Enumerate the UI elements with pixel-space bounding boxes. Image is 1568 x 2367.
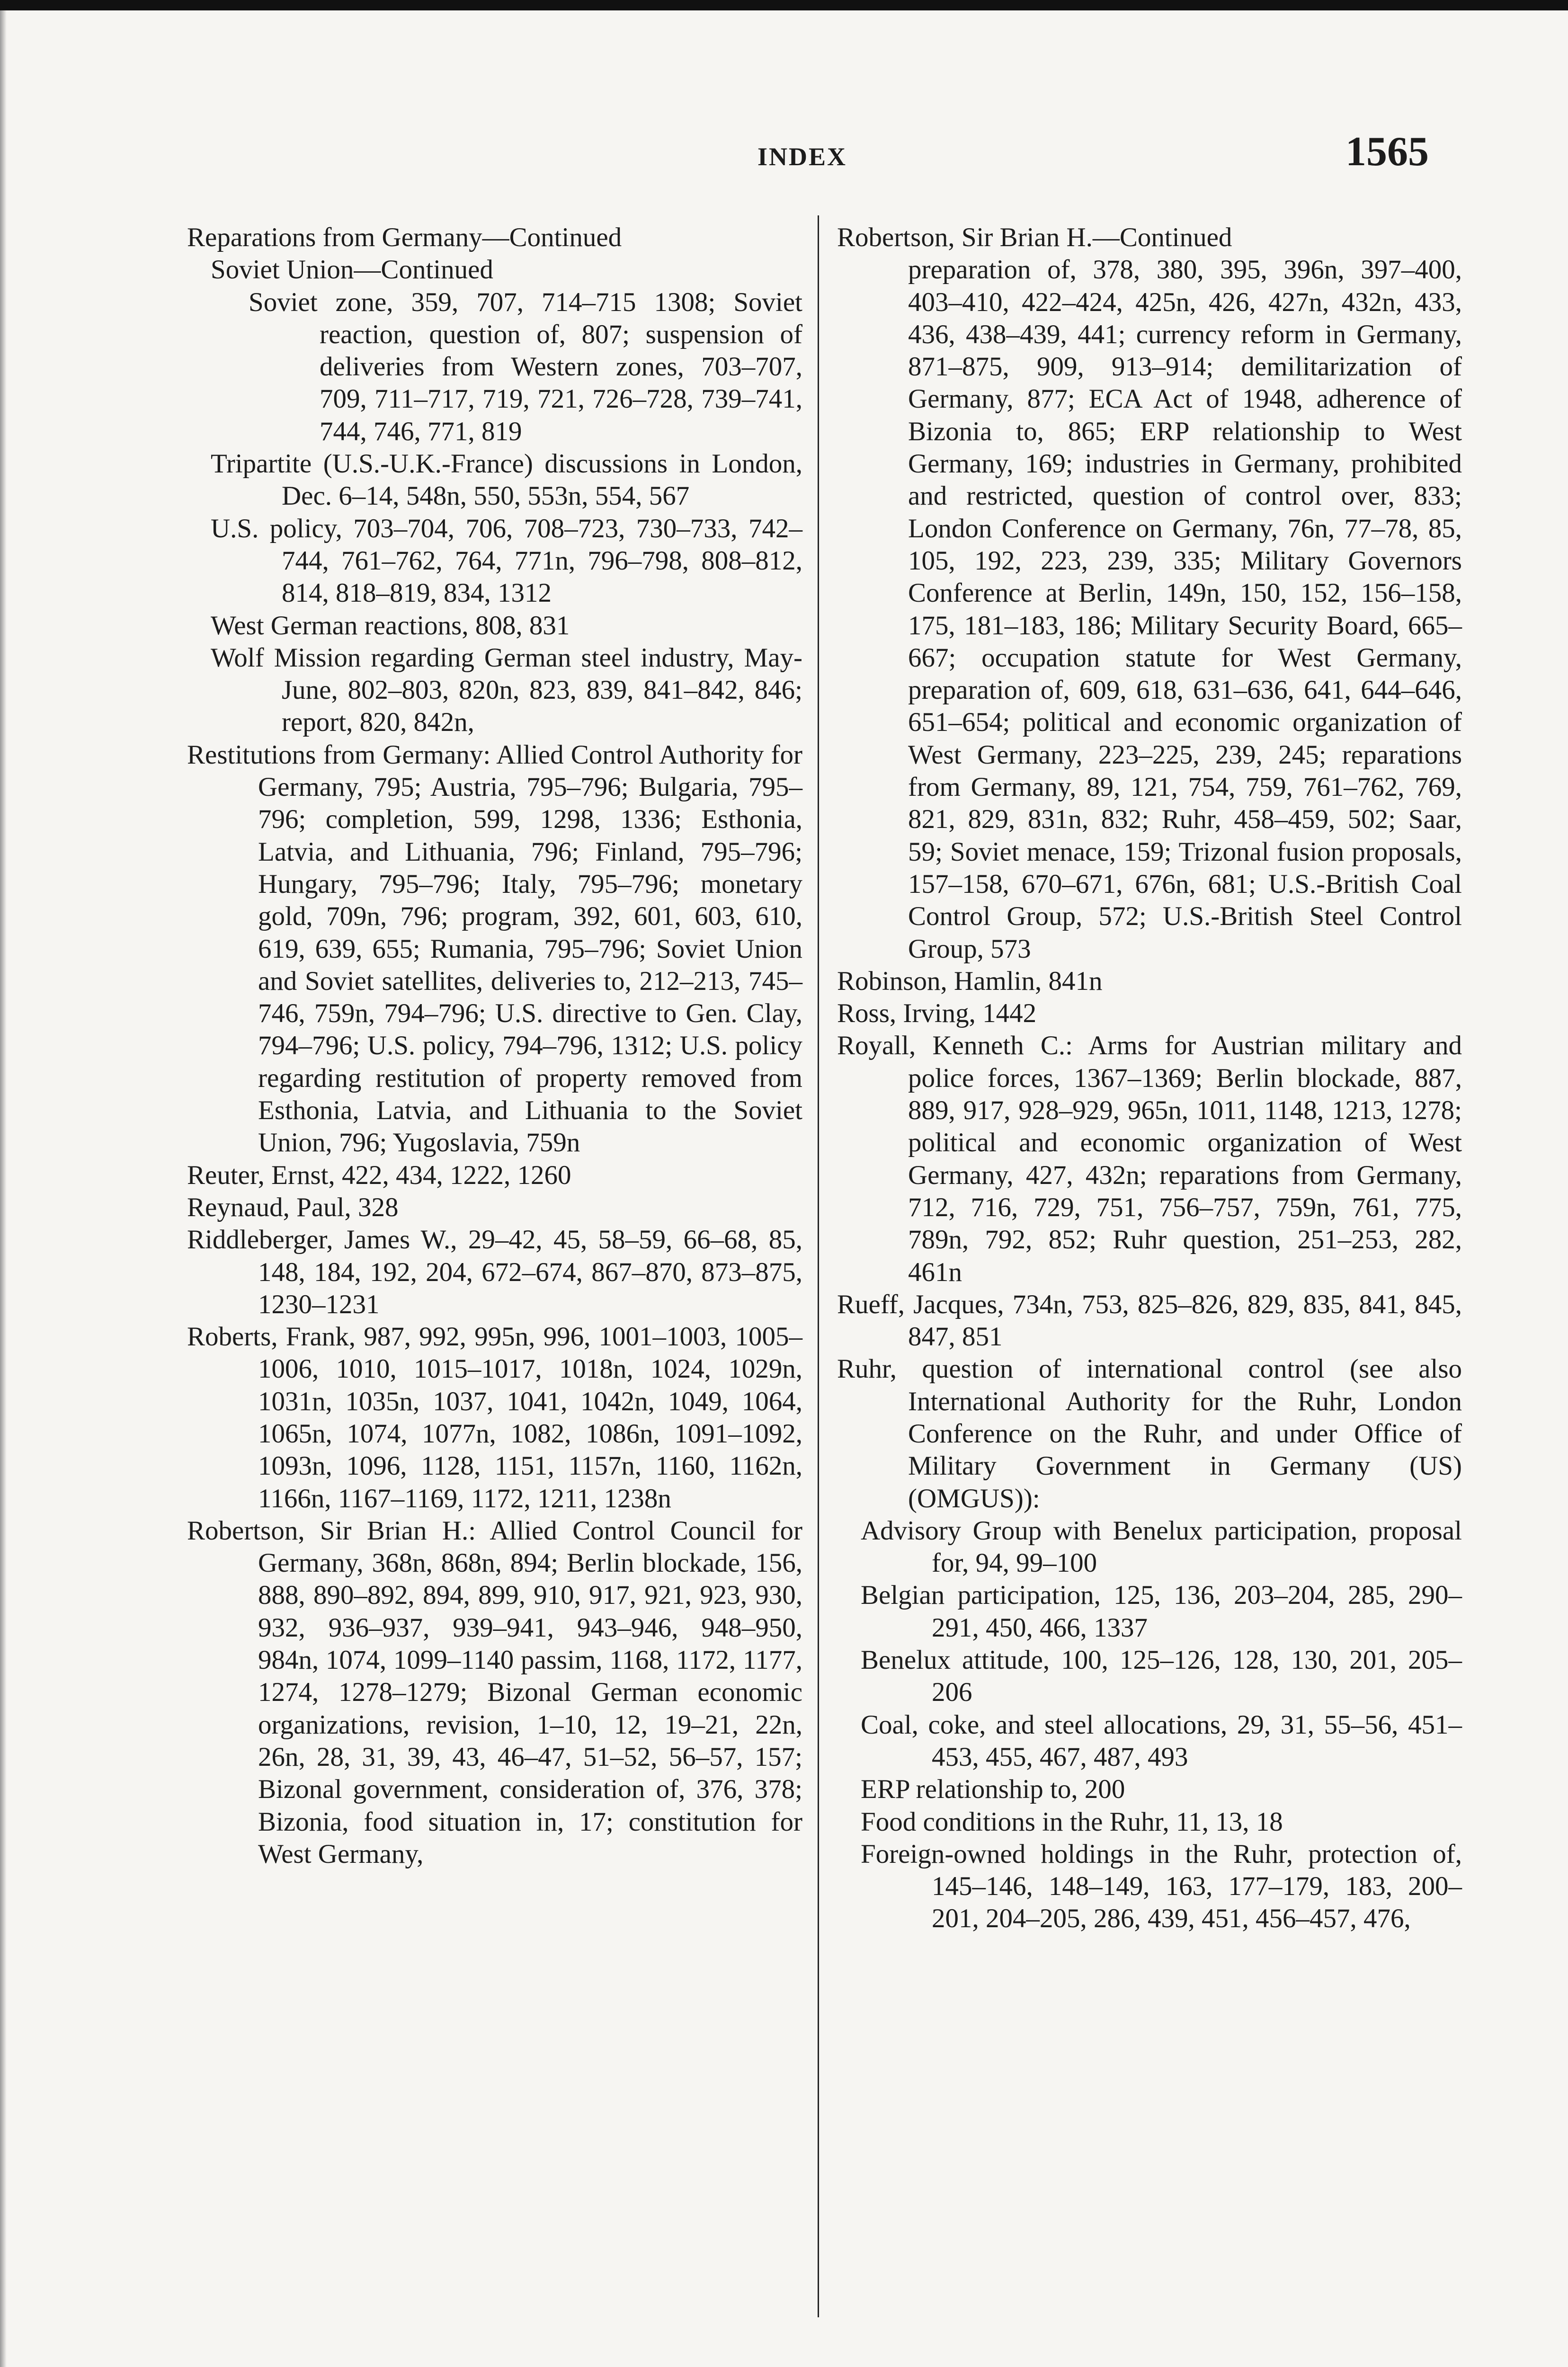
page-number: 1565 [1345, 129, 1429, 175]
column-divider [818, 215, 819, 2317]
scan-top-border [0, 0, 1568, 10]
index-subentry: Advisory Group with Benelux participation, proposal for, 94, 99–100 [861, 1515, 1462, 1578]
index-subentry: Benelux attitude, 100, 125–126, 128, 130, 201, 205–206 [861, 1645, 1462, 1708]
index-entry-continuation: preparation of, 378, 380, 395, 396n, 397–400, 403–410, 422–424, 425n, 426, 427n, 432n, 433, 436, 438–439, 441; currency reform in Germany, 871–875, 909, 913–914; demilitarization of Germany, 877; ECA Act of 1948, adherence of Bizonia to, 865; ERP relationship to West Germany, 169; industries in Germany, prohibited and restricted, question of control over, 833; London Conference on Germany, 76n, 77–78, 85, 105, 192, 223, 239, 335; Military Governors Conference at Berlin, 149n, 150, 152, 156–158, 175, 181–183, 186; Military Security Board, 665–667; occupation statute for West Germany, preparation of, 609, 618, 631–636, 641, 644–646, 651–654; political and economic organization of West Germany, 223–225, 239, 245; reparations from Germany, 89, 121, 754, 759, 761–762, 769, 821, 829, 831n, 832; Ruhr, 458–459, 502; Saar, 59; Soviet menace, 159; Trizonal fusion proposals, 157–158, 670–671, 676n, 681; U.S.-British Coal Control Group, 572; U.S.-British Steel Control Group, 573 [908, 255, 1462, 964]
running-title: INDEX [757, 142, 847, 171]
index-subentry: Belgian participation, 125, 136, 203–204, 285, 290–291, 450, 466, 1337 [861, 1580, 1462, 1643]
index-subentry: U.S. policy, 703–704, 706, 708–723, 730–733, 742–744, 761–762, 764, 771n, 796–798, 808–812, 814, 818–819, 834, 1312 [211, 513, 802, 608]
index-subentry: ERP relationship to, 200 [861, 1774, 1125, 1805]
index-subentry: West German reactions, 808, 831 [211, 610, 570, 641]
index-subentry: Wolf Mission regarding German steel industry, May-June, 802–803, 820n, 823, 839, 841–842, 846; report, 820, 842n, [211, 642, 802, 738]
index-subentry: Soviet zone, 359, 707, 714–715 1308; Soviet reaction, question of, 807; suspension of deliveries from Western zones, 703–707, 709, 711–717, 719, 721, 726–728, 739–741, 744, 746, 771, 819 [249, 287, 802, 446]
index-column-left [187, 222, 802, 1870]
index-subentry: Foreign-owned holdings in the Ruhr, protection of, 145–146, 148–149, 163, 177–179, 183, 200–201, 204–205, 286, 439, 451, 456–457, 476, [861, 1839, 1462, 1934]
index-entry: Riddleberger, James W., 29–42, 45, 58–59, 66–68, 85, 148, 184, 192, 204, 672–674, 867–870, 873–875, 1230–1231 [187, 1225, 802, 1319]
index-entry: Robinson, Hamlin, 841n [837, 966, 1103, 996]
index-entry: Rueff, Jacques, 734n, 753, 825–826, 829, 835, 841, 845, 847, 851 [837, 1289, 1462, 1352]
index-entry: Reuter, Ernst, 422, 434, 1222, 1260 [187, 1160, 571, 1190]
index-subentry: Coal, coke, and steel allocations, 29, 31, 55–56, 451–453, 455, 467, 487, 493 [861, 1709, 1462, 1772]
index-subentry: Soviet Union—Continued [211, 255, 493, 285]
index-entry: Ruhr, question of international control (see also International Authority for the Ruhr, London Conference on the Ruhr, and under Office of Military Government in Germany (US) (OMGUS)): [837, 1354, 1462, 1513]
index-entry: Robertson, Sir Brian H.—Continued [837, 222, 1232, 252]
index-column-right [837, 222, 1462, 1935]
scan-binding-shadow [0, 10, 7, 2367]
index-entry: Roberts, Frank, 987, 992, 995n, 996, 1001–1003, 1005–1006, 1010, 1015–1017, 1018n, 1024, 1029n, 1031n, 1035n, 1037, 1041, 1042n, 1049, 1064, 1065n, 1074, 1077n, 1082, 1086n, 1091–1092, 1093n, 1096, 1128, 1151, 1157n, 1160, 1162n, 1166n, 1167–1169, 1172, 1211, 1238n [187, 1322, 802, 1513]
index-subentry: Food conditions in the Ruhr, 11, 13, 18 [861, 1806, 1283, 1837]
index-entry: Ross, Irving, 1442 [837, 998, 1037, 1029]
index-subentry: Tripartite (U.S.-U.K.-France) discussions in London, Dec. 6–14, 548n, 550, 553n, 554, 567 [211, 449, 802, 511]
index-entry: Restitutions from Germany: Allied Control Authority for Germany, 795; Austria, 795–796; Bulgaria, 795–796; completion, 599, 1298, 1336; Esthonia, Latvia, and Lithuania, 796; Finland, 795–796; Hungary, 795–796; Italy, 795–796; monetary gold, 709n, 796; program, 392, 601, 603, 610, 619, 639, 655; Rumania, 795–796; Soviet Union and Soviet satellites, deliveries to, 212–213, 745–746, 759n, 794–796; U.S. directive to Gen. Clay, 794–796; U.S. policy, 794–796, 1312; U.S. policy regarding restitution of property removed from Esthonia, Latvia, and Lithuania to the Soviet Union, 796; Yugoslavia, 759n [187, 739, 802, 1158]
index-entry: Royall, Kenneth C.: Arms for Austrian military and police forces, 1367–1369; Berlin blockade, 887, 889, 917, 928–929, 965n, 1011, 1148, 1213, 1278; political and economic organization of West Germany, 427, 432n; reparations from Germany, 712, 716, 729, 751, 756–757, 759n, 761, 775, 789n, 792, 852; Ruhr question, 251–253, 282, 461n [837, 1031, 1462, 1287]
index-entry: Reynaud, Paul, 328 [187, 1192, 399, 1222]
index-entry: Reparations from Germany—Continued [187, 222, 622, 252]
index-entry: Robertson, Sir Brian H.: Allied Control Council for Germany, 368n, 868n, 894; Berlin blockade, 156, 888, 890–892, 894, 899, 910, 917, 921, 923, 930, 932, 936–937, 939–941, 943–946, 948–950, 984n, 1074, 1099–1140 passim, 1168, 1172, 1177, 1274, 1278–1279; Bizonal German economic organizations, revision, 1–10, 12, 19–21, 22n, 26n, 28, 31, 39, 43, 46–47, 51–52, 56–57, 157; Bizonal government, consideration of, 376, 378; Bizonia, food situation in, 17; constitution for West Germany, [187, 1515, 802, 1869]
